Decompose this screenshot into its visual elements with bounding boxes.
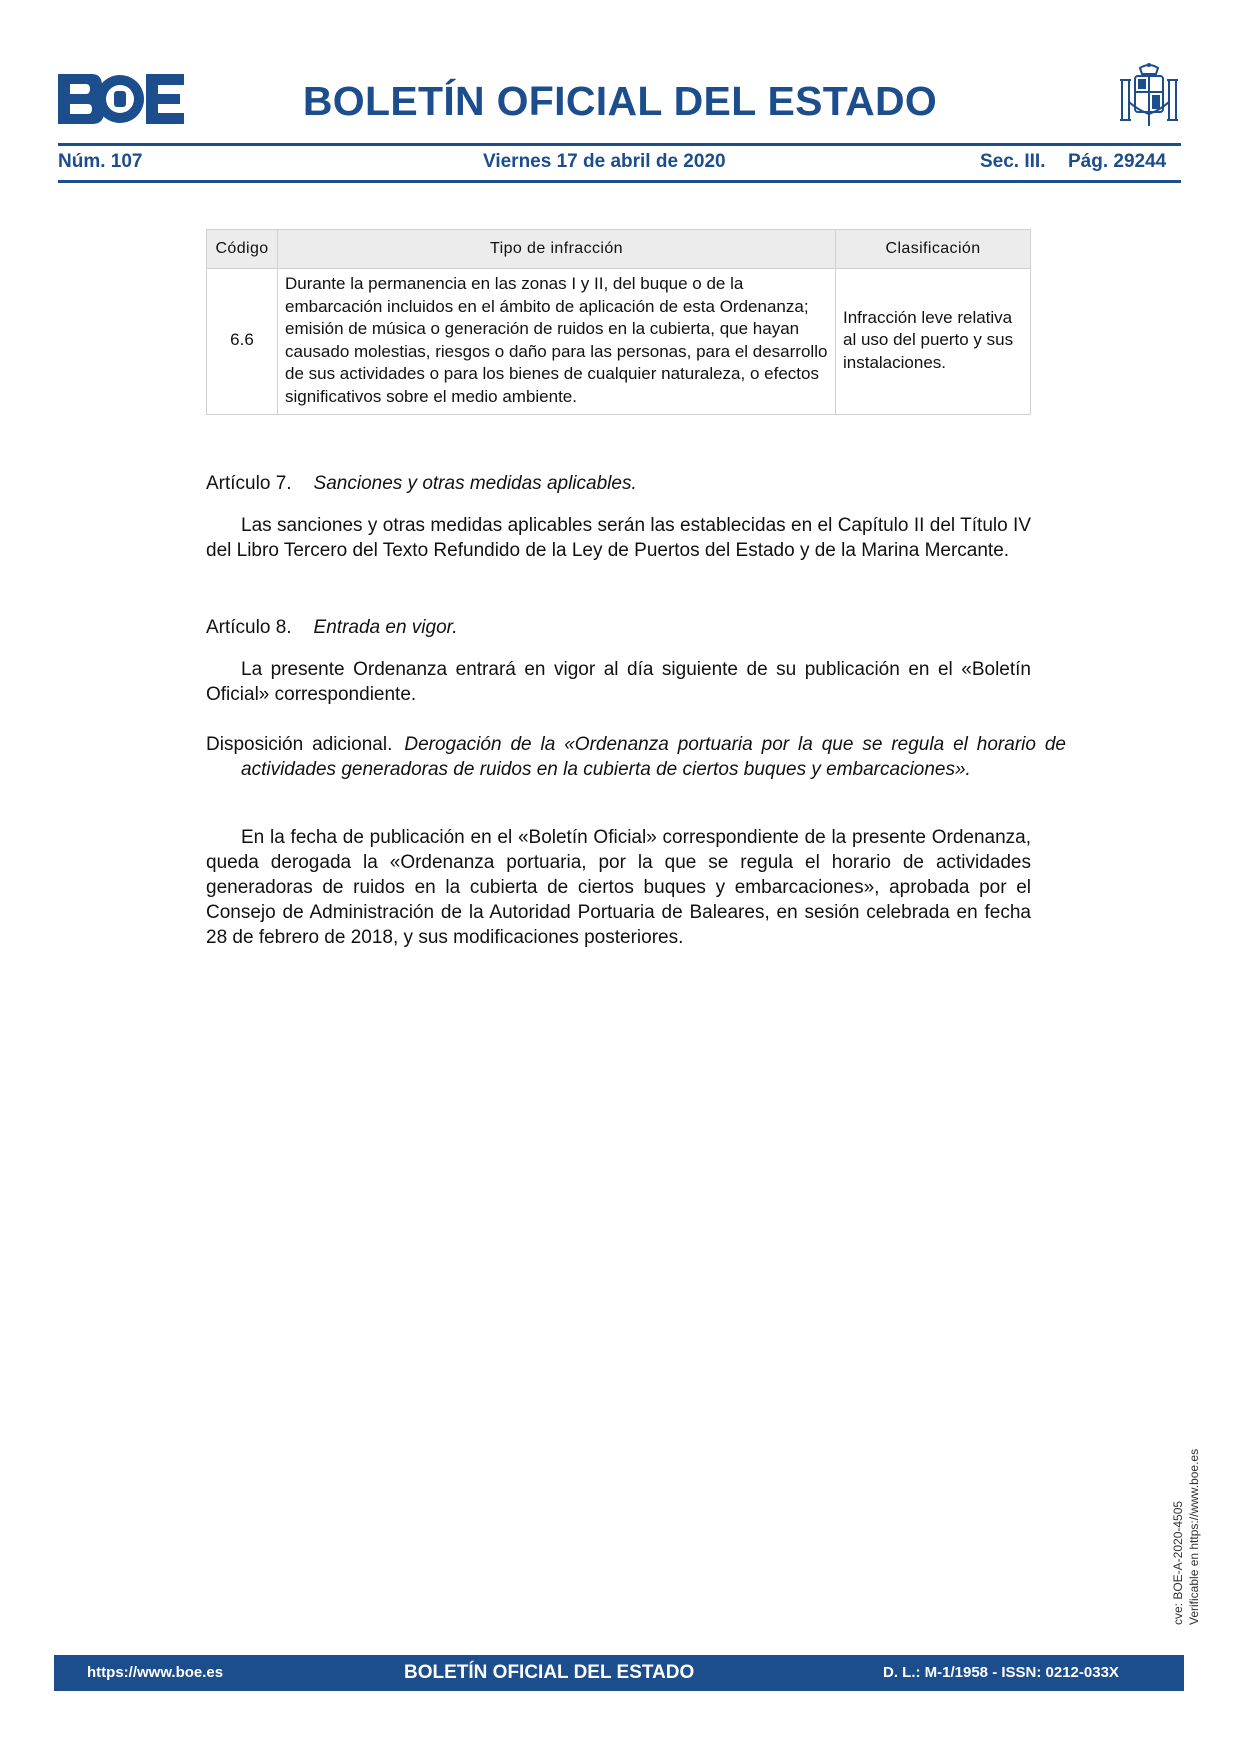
issue-number: Núm. 107 <box>58 151 143 172</box>
cell-infraction-type: Durante la permanencia en las zonas I y II, del buque o de la embarcación incluidos en el ámbito de aplicación de esta Ordenanza; emisión de música o generación de ruidos en la cubierta, que hayan causado molestias, riesgos o daño para las personas, para el desarrollo de sus actividades o para los bienes de cualquier naturaleza, o efectos significativos sobre el medio ambiente. <box>278 269 836 415</box>
footer-legal-deposit: D. L.: M-1/1958 - ISSN: 0212-033X <box>883 1664 1119 1681</box>
footer-bar <box>54 1655 1184 1691</box>
table-row <box>207 269 1031 415</box>
column-header-code: Código <box>207 230 278 269</box>
article-8-text: La presente Ordenanza entrará en vigor al día siguiente de su publicación en el «Boletín Oficial» correspondiente. <box>206 659 1031 705</box>
bulletin-title: BOLETÍN OFICIAL DEL ESTADO <box>302 78 938 124</box>
article-title: Sanciones y otras medidas aplicables. <box>313 473 637 494</box>
disposition-label: Disposición adicional. <box>206 734 393 755</box>
section-label: Sec. III. <box>980 151 1046 172</box>
header-rule-top <box>58 143 1181 146</box>
article-7-text: Las sanciones y otras medidas aplicables serán las establecidas en el Capítulo II del Título IV del Libro Tercero del Texto Refundido de la Ley de Puertos del Estado y de la Marina Mercante. <box>206 515 1031 561</box>
article-label: Artículo 7. <box>206 473 292 494</box>
column-header-classification: Clasificación <box>836 230 1031 269</box>
article-8-heading <box>206 615 1031 640</box>
column-header-type: Tipo de infracción <box>278 230 836 269</box>
disposition-title: Derogación de la «Ordenanza portuaria por la que se regula el horario de actividades generadoras de ruidos en la cubierta de ciertos buques y embarcaciones». <box>241 734 1066 780</box>
verification-url: Verificable en https://www.boe.es <box>1187 1448 1201 1625</box>
coat-of-arms-icon <box>1118 62 1180 132</box>
article-7-heading <box>206 471 1031 496</box>
additional-disposition-text: En la fecha de publicación en el «Boletín Oficial» correspondiente de la presente Ordenanza, queda derogada la «Ordenanza portuaria, por la que se regula el horario de actividades generadoras de ruidos en la cubierta de ciertos buques y embarcaciones», aprobada por el Consejo de Administración de la Autoridad Portuaria de Baleares, en sesión celebrada en fecha 28 de febrero de 2018, y sus modificaciones posteriores. <box>206 827 1031 948</box>
page-number: Pág. 29244 <box>1068 151 1167 172</box>
footer-url[interactable]: https://www.boe.es <box>87 1664 224 1681</box>
additional-disposition-heading <box>206 732 1066 782</box>
cell-classification: Infracción leve relativa al uso del puerto y sus instalaciones. <box>836 269 1031 415</box>
cell-code: 6.6 <box>207 269 278 415</box>
footer-title: BOLETÍN OFICIAL DEL ESTADO <box>404 1662 695 1683</box>
article-title: Entrada en vigor. <box>313 617 458 638</box>
infraction-table <box>206 229 1031 415</box>
header-rule-bottom <box>58 180 1181 183</box>
article-label: Artículo 8. <box>206 617 292 638</box>
cve-code: cve: BOE-A-2020-4505 <box>1171 1500 1185 1625</box>
table-header-row <box>207 230 1031 269</box>
issue-date: Viernes 17 de abril de 2020 <box>483 151 726 172</box>
issue-info-row <box>58 151 1181 177</box>
boe-logo <box>58 74 184 124</box>
